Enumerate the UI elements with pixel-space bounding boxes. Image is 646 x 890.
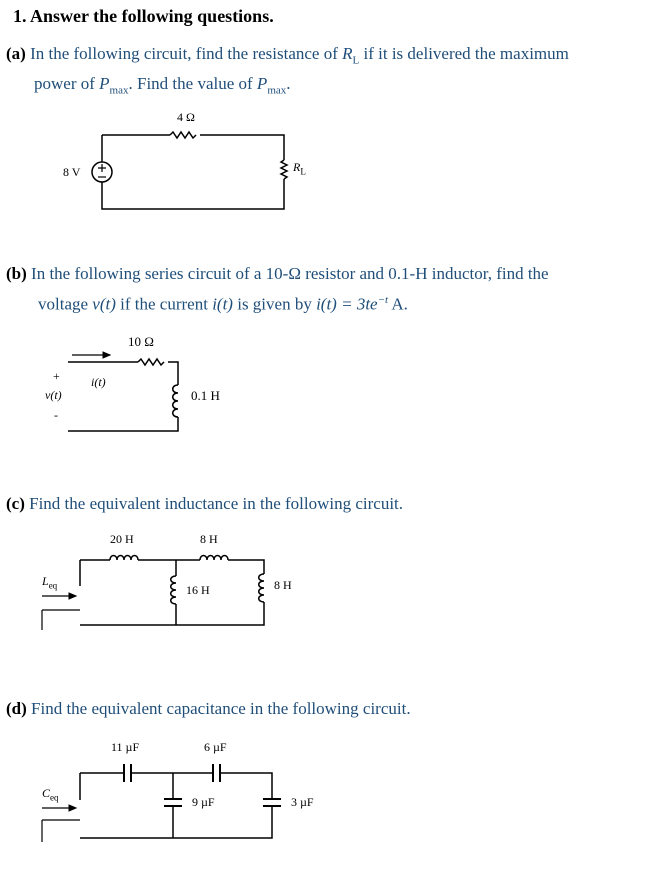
circuit-c-inductor-16h [171,576,176,604]
circuit-c-leq-arrowhead-icon [69,593,76,599]
circuit-d-capacitor-6uf [213,764,220,782]
label-b-voltage-text: v(t) [45,388,62,402]
label-d-ceq-c: C [42,786,51,800]
circuit-a-wire-top-right [200,135,284,160]
question-a-text4: . Find the value of [128,74,257,93]
circuit-d-capacitor-11uf [124,764,131,782]
circuit-b-resistor-10ohm [138,359,164,365]
circuit-a-resistor-4ohm [170,132,196,138]
var-rl-sub: L [352,54,360,67]
circuit-b [68,352,178,431]
question-d-marker: (d) [6,699,27,718]
circuit-b-wire-bottom [68,417,178,431]
circuit-d-terminal-bottom [42,820,80,842]
question-a-text3: power of [34,74,100,93]
circuit-d-wire-right-bottom [80,806,272,838]
question-b-text4: is given by [232,294,317,314]
circuit-c-wire-top3 [228,560,264,574]
current-arrowhead-icon [103,352,110,358]
label-c-l2: 8 H [200,532,218,546]
circuit-d [42,764,281,842]
circuit-a-resistor-rl [281,160,287,179]
page-heading: 1. Answer the following questions. [13,6,274,26]
label-b-resistor: 10 Ω [128,334,154,349]
question-c-text: Find the equivalent inductance in the following circuit. [29,494,404,513]
var-pmax-sub: max [109,84,129,97]
label-a-source: 8 V [63,165,81,179]
label-d-ceq-sub: eq [50,792,59,803]
label-b-plus: + [53,369,60,383]
circuit-d-capacitor-3uf [263,799,281,806]
label-c-l1: 20 H [110,532,134,546]
label-d-c2: 6 µF [204,740,227,754]
question-b-text5: A. [388,294,408,314]
circuit-d-ceq-arrowhead-icon [69,805,76,811]
circuit-c-wire-right-bottom [80,602,264,625]
circuit-b-wire-top-right [168,362,178,385]
circuit-c-inductor-20h [110,556,138,561]
label-b-minus: - [54,408,58,422]
label-b-voltage [45,388,62,403]
var-pmax-2: P [256,74,268,93]
circuit-d-capacitor-9uf [164,799,182,806]
equation-it: i(t) = 3te [316,294,378,314]
label-c-leq-l: L [42,574,49,588]
label-a-load-r: R [293,160,301,174]
var-vt: v(t) [92,294,116,314]
question-a-text5: . [286,74,291,93]
circuit-c-inductor-8h-top [200,556,228,561]
var-rl: R [342,44,353,63]
label-c-l4: 8 H [274,578,292,592]
label-b-current-text: i(t) [91,375,106,389]
var-pmax: P [99,74,110,93]
question-d-text: Find the equivalent capacitance in the following circuit. [31,699,411,718]
label-a-load-sub: L [300,166,306,177]
circuit-a [92,132,287,209]
question-a-text2: if it is delivered the maximum [359,44,569,63]
label-c-l3: 16 H [186,583,210,597]
circuit-d-wire-top3 [220,773,272,799]
label-d-c4: 3 µF [291,795,314,809]
label-b-inductor: 0.1 H [191,388,220,403]
label-a-resistor: 4 Ω [177,110,195,124]
question-a-text1: In the following circuit, find the resistance of [30,44,343,63]
label-d-c3: 9 µF [192,795,215,809]
var-pmax-sub-2: max [267,84,287,97]
circuit-a-wire-right-bottom [102,179,284,209]
question-b-text3: if the current [115,294,213,314]
label-d-ceq [42,786,59,802]
question-c-marker: (c) [6,494,25,513]
label-b-current [91,375,106,390]
var-it: i(t) [212,294,233,314]
circuit-c-inductor-8h-right [259,574,264,602]
question-a-marker: (a) [6,44,26,63]
question-b-text1: In the following series circuit of a 10-Ω resistor and 0.1-H inductor, find the [31,264,549,283]
question-b-marker: (b) [6,264,27,283]
label-a-load [293,160,306,176]
label-c-leq-sub: eq [48,580,58,591]
question-b-text2: voltage [38,294,93,314]
label-c-leq [42,574,57,590]
circuit-c [42,556,264,631]
circuit-c-terminal-bottom [42,610,80,630]
circuit-b-inductor [173,385,178,417]
label-d-c1: 11 µF [111,740,140,754]
equation-exp: −t [377,294,389,306]
plus-icon [98,164,106,172]
